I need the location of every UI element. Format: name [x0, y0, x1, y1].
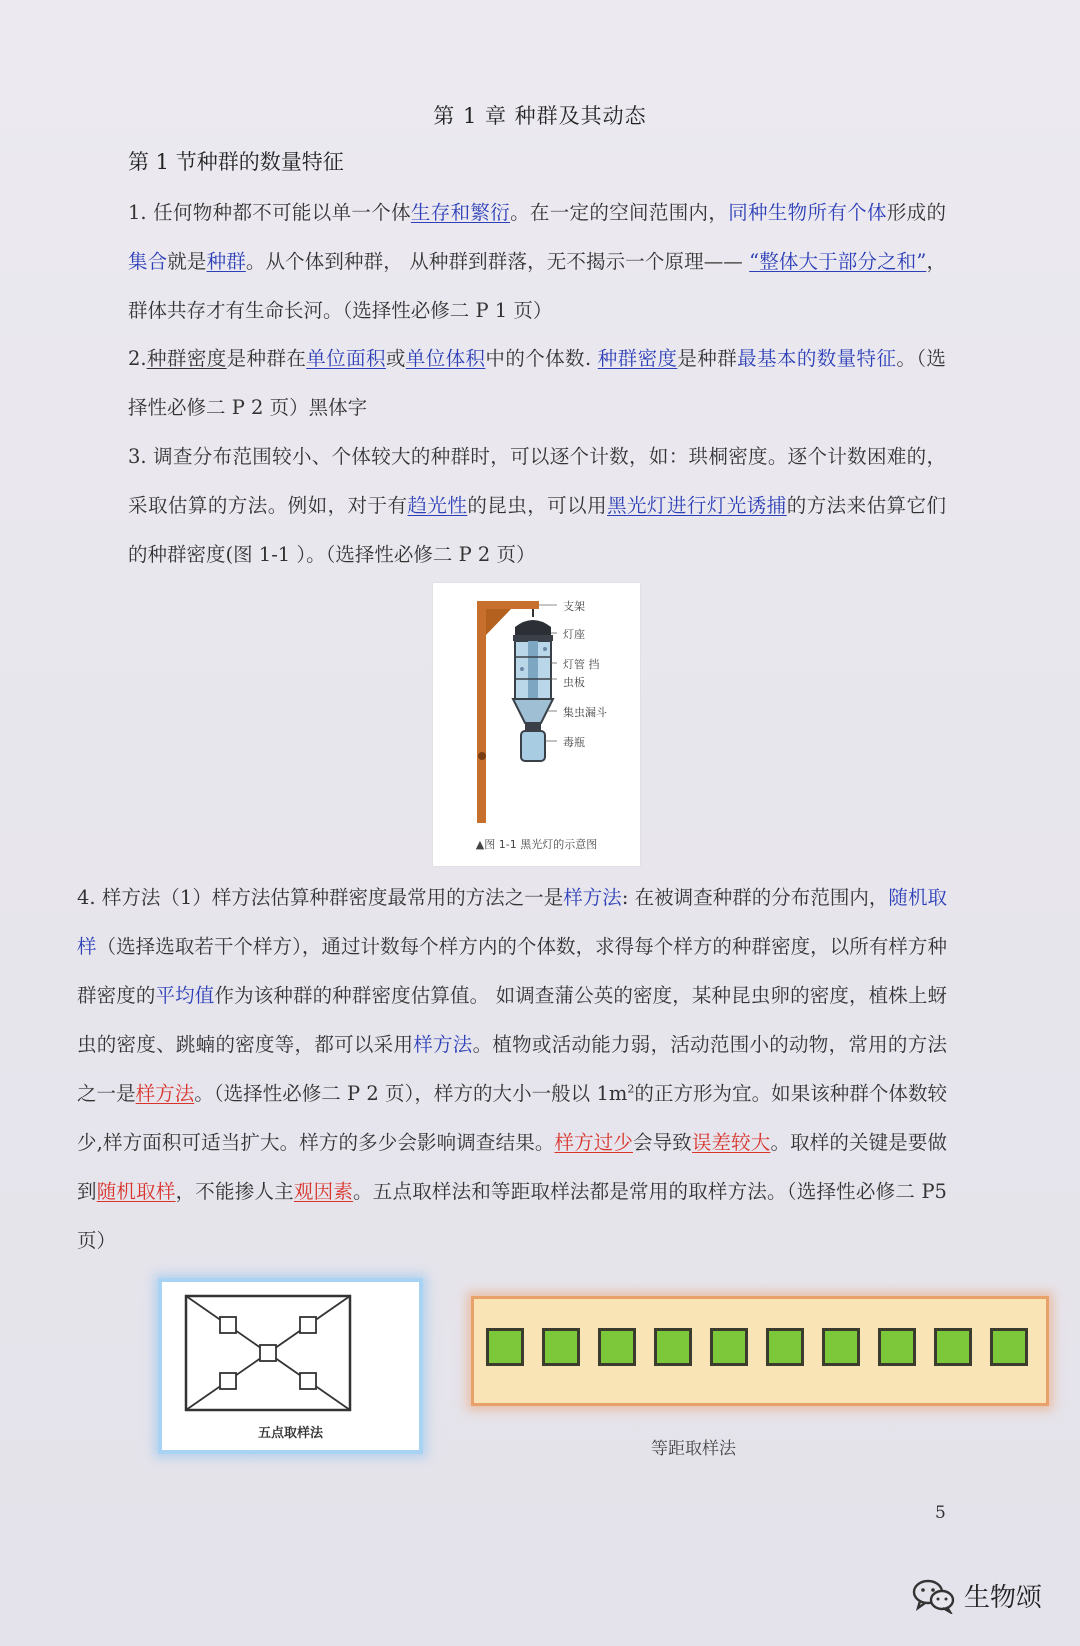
highlight-text: 种群密度 — [597, 347, 678, 370]
highlight-text: 样方法 — [413, 1033, 473, 1056]
text: 。（选择性必修二 P 2 页）黑体字 — [128, 347, 946, 419]
text: . — [584, 347, 598, 370]
text: 形成的 — [886, 201, 946, 224]
label-lamp-holder: 灯座 — [563, 628, 585, 641]
section-title: 第 1 节种群的数量特征 — [128, 150, 344, 174]
text: 中的个体数 — [485, 347, 585, 370]
text: 。（选择性必修二 P 2 页），样方的大小一般以 1m — [194, 1082, 628, 1105]
text: （选择选取若干个样方），通过计数每个样方内的个体数，求得每个样方的种群密度，以所有样方种群密度的 — [77, 935, 947, 1007]
text: ， — [926, 250, 946, 273]
paragraph-3 — [128, 432, 946, 579]
black-light-trap-illustration — [433, 583, 640, 833]
text: 作为该种群的种群密度估算值。 如调查蒲公英的密度，某种昆虫卵的密度，植株上蚜虫的密度、跳蝻的密度等，都可以采用 — [77, 984, 947, 1056]
highlight-text: 随机取样 — [77, 886, 947, 958]
text: : 在被调查种群的分布范围内， — [621, 886, 889, 909]
text: 。在一定的空间范围内， — [510, 201, 729, 224]
highlight-text: 黑光灯进行灯光诱捕 — [607, 494, 787, 517]
highlight-text: 集合 — [128, 250, 168, 273]
sample-square — [766, 1328, 804, 1366]
highlight-text: 样方过少 — [554, 1131, 633, 1154]
paragraph-2 — [128, 334, 946, 432]
highlight-text: 同种生物所有个体 — [728, 201, 887, 224]
label-poison-bottle: 毒瓶 — [563, 736, 585, 749]
watermark-text: 生物颂 — [964, 1583, 1043, 1613]
text: 或 — [385, 347, 406, 370]
sample-square — [542, 1328, 580, 1366]
highlight-text: 单位体积 — [405, 347, 486, 370]
label-lamp-tube: 灯管 挡 — [563, 658, 600, 671]
wechat-icon — [912, 1578, 956, 1614]
sample-square — [878, 1328, 916, 1366]
highlight-text: 样方法 — [563, 886, 622, 909]
highlight-text: 观因素 — [293, 1180, 354, 1203]
chapter-title: 第 1 章 种群及其动态 — [433, 104, 647, 128]
label-funnel: 集虫漏斗 — [563, 706, 607, 719]
text: 。五点取样法和等距取样法都是常用的取样方法。（选择性必修二 P5 页） — [77, 1180, 947, 1252]
superscript: 2 — [627, 1082, 635, 1096]
text: ，不能掺人主 — [175, 1180, 294, 1203]
five-point-diagram — [162, 1282, 419, 1422]
sample-square — [822, 1328, 860, 1366]
five-point-caption: 五点取样法 — [257, 1426, 323, 1441]
highlight-text: 生存和繁衍 — [410, 201, 511, 224]
text: 的方法来估算它们的种群密度(图 1-1 ）。（选择性必修二 P 2 页） — [128, 494, 946, 566]
sample-square — [710, 1328, 748, 1366]
text: 1. 任何物种都不可能以单一个体 — [128, 201, 411, 224]
highlight-text: “整体大于部分之和” — [749, 250, 927, 273]
sample-square — [486, 1328, 524, 1366]
sample-square — [654, 1328, 692, 1366]
text: 的昆虫，可以用 — [467, 494, 608, 517]
page-number: 5 — [935, 1503, 946, 1523]
text: 。取样的关键是要做到 — [77, 1131, 947, 1203]
sample-square — [598, 1328, 636, 1366]
text: 。从个体到种群， 从种群到群落，无不揭示一个原理—— — [245, 250, 750, 273]
highlight-text: 趋光性 — [407, 494, 468, 517]
highlight-text: 平均值 — [155, 984, 215, 1007]
equidistant-caption: 等距取样法 — [651, 1439, 736, 1459]
sample-square — [990, 1328, 1028, 1366]
paragraph-1 — [128, 188, 946, 335]
text: 的正方形为宜。如果该种群个体数较少,样方面积可适当扩大。样方的多少会影响调查结果。 — [77, 1082, 947, 1154]
highlight-text: 样方法 — [135, 1082, 195, 1105]
text: 群体共存才有生命长河 — [128, 299, 324, 322]
five-point-sampling-figure — [158, 1278, 423, 1454]
text: 2. — [128, 347, 147, 370]
underlined-text: 种群密度 — [146, 347, 227, 370]
text: 3. 调查分布范围较小、个体较大的种群时，可以逐个计数，如：珙桐密度。逐个计数困难的，采取估算的方法。例如，对于有 — [128, 445, 946, 517]
black-light-figure — [433, 583, 640, 866]
text: 4. 样方法（1）样方法估算种群密度最常用的方法之一是 — [77, 886, 564, 909]
text: 是种群在 — [226, 347, 307, 370]
text: 。植物或活动能力弱，活动范围小的动物，常用的方法之一是 — [77, 1033, 947, 1105]
text: 就是 — [167, 250, 207, 273]
figure-caption: ▲图 1-1 黑光灯的示意图 — [475, 838, 598, 851]
label-insect-board: 虫板 — [563, 676, 585, 689]
text: 。（选择性必修二 P 1 页） — [323, 299, 553, 322]
highlight-text: 随机取样 — [96, 1180, 176, 1203]
label-bracket: 支架 — [563, 600, 585, 613]
text: 是种群 — [677, 347, 738, 370]
text: 会导致 — [633, 1131, 692, 1154]
highlight-text: 单位面积 — [306, 347, 386, 370]
sample-square — [934, 1328, 972, 1366]
highlight-text: 种群 — [206, 250, 246, 273]
equidistant-sampling-figure — [471, 1296, 1049, 1406]
paragraph-4 — [77, 873, 947, 1265]
highlight-text: 误差较大 — [691, 1131, 771, 1154]
watermark — [912, 1577, 1042, 1614]
highlight-text: 最基本的数量特征 — [737, 347, 897, 370]
